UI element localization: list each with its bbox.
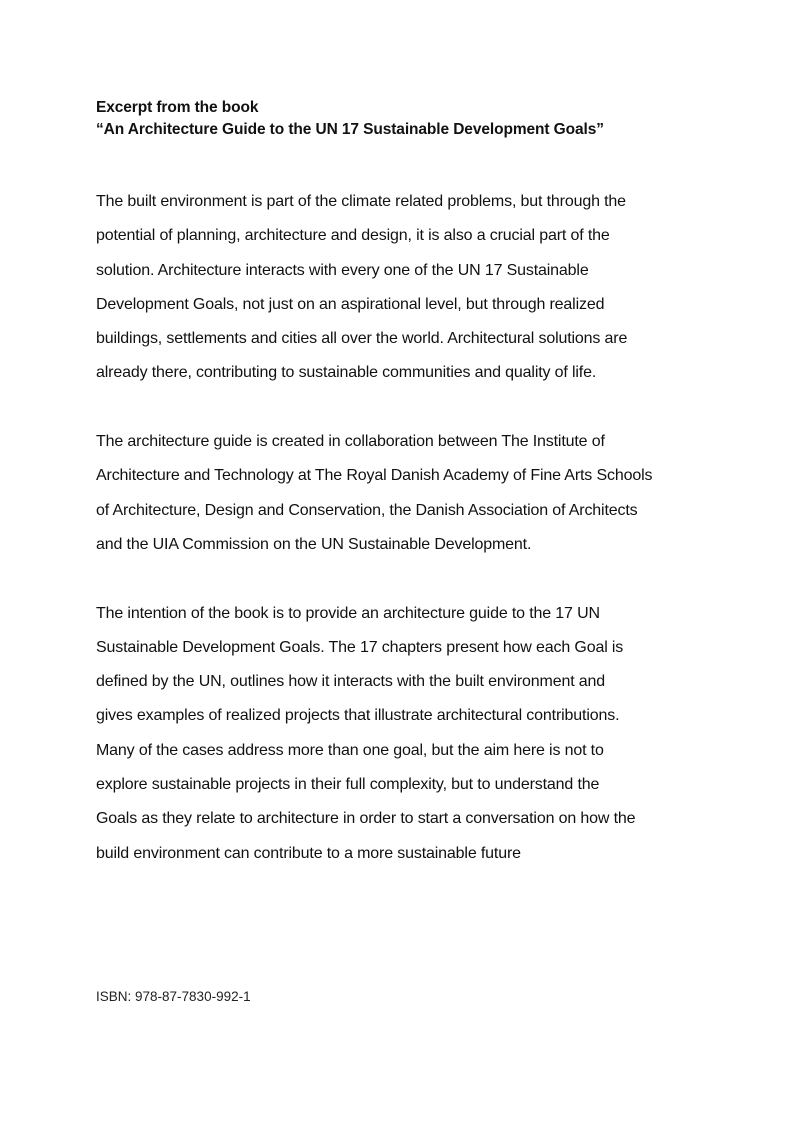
paragraph-line: gives examples of realized projects that illustrate architectural contributions. bbox=[96, 707, 620, 725]
paragraph-line: The built environment is part of the climate related problems, but through the bbox=[96, 193, 626, 210]
excerpt-label: Excerpt from the book bbox=[96, 99, 259, 116]
paragraph-line: buildings, settlements and cities all over the world. Architectural solutions are bbox=[96, 330, 628, 348]
paragraph-line: solution. Architecture interacts with every one of the UN 17 Sustainable bbox=[96, 261, 589, 279]
paragraph-line: Development Goals, not just on an aspirational level, but through realized bbox=[96, 295, 605, 313]
body-text bbox=[96, 185, 706, 905]
paragraph-line: Many of the cases address more than one goal, but the aim here is not to bbox=[96, 741, 604, 759]
paragraph-line: The intention of the book is to provide an architecture guide to the 17 UN bbox=[96, 604, 600, 622]
paragraph-intro bbox=[96, 185, 706, 391]
paragraph-line: Architecture and Technology at The Royal Danish Academy of Fine Arts Schools bbox=[96, 467, 653, 485]
paragraph-line: build environment can contribute to a more sustainable future bbox=[96, 844, 521, 862]
paragraph-line: of Architecture, Design and Conservation, the Danish Association of Architects bbox=[96, 501, 638, 519]
paragraph-line: defined by the UN, outlines how it interacts with the built environment and bbox=[96, 673, 606, 691]
paragraph-intention bbox=[96, 597, 706, 871]
paragraph-line: already there, contributing to sustainable communities and quality of life. bbox=[96, 364, 597, 382]
paragraph-collaboration bbox=[96, 425, 706, 562]
document-header bbox=[96, 97, 736, 141]
paragraph-line: Goals as they relate to architecture in order to start a conversation on how the bbox=[96, 810, 636, 828]
paragraph-line: potential of planning, architecture and design, it is also a crucial part of the bbox=[96, 227, 610, 245]
paragraph-line: explore sustainable projects in their full complexity, but to understand the bbox=[96, 776, 600, 794]
paragraph-line: The architecture guide is created in collaboration between The Institute of bbox=[96, 433, 605, 451]
paragraph-line: and the UIA Commission on the UN Sustainable Development. bbox=[96, 535, 532, 553]
isbn-number: ISBN: 978-87-7830-992-1 bbox=[96, 989, 251, 1004]
paragraph-line: Sustainable Development Goals. The 17 chapters present how each Goal is bbox=[96, 638, 624, 656]
book-title: “An Architecture Guide to the UN 17 Sustainable Development Goals” bbox=[96, 121, 604, 138]
